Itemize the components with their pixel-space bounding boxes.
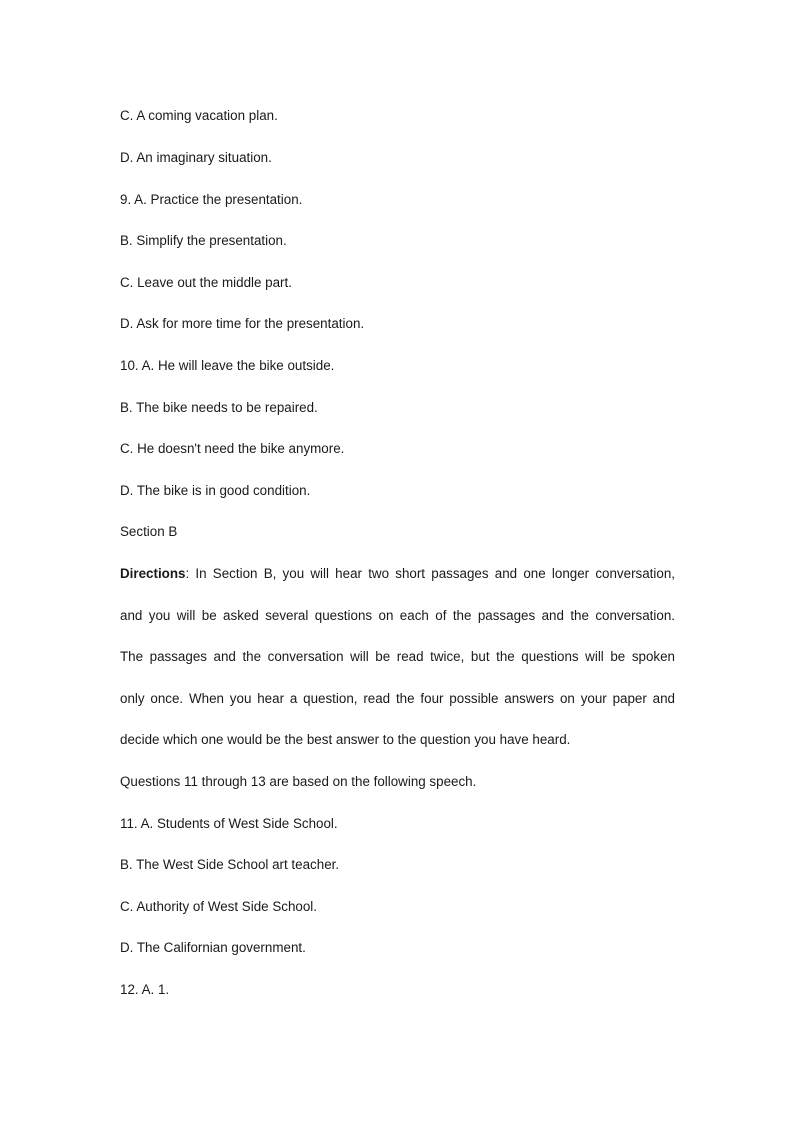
question-10-option-b: B. The bike needs to be repaired. bbox=[120, 400, 318, 415]
directions-label: Directions bbox=[120, 566, 186, 581]
question-10-option-a: 10. A. He will leave the bike outside. bbox=[120, 358, 335, 373]
section-title: Section B bbox=[120, 524, 178, 539]
directions-line-2: and you will be asked several questions on each of the passages and the conversation. bbox=[120, 608, 675, 623]
question-11-option-d: D. The Californian government. bbox=[120, 940, 306, 955]
directions-line-1 bbox=[120, 566, 675, 582]
question-11-option-a: 11. A. Students of West Side School. bbox=[120, 816, 338, 831]
question-8-option-d: D. An imaginary situation. bbox=[120, 150, 272, 165]
directions-line-4: only once. When you hear a question, read the four possible answers on your paper and bbox=[120, 691, 675, 706]
directions-line-5: decide which one would be the best answer to the question you have heard. bbox=[120, 732, 571, 747]
directions-text-1: : In Section B, you will hear two short passages and one longer conversation, bbox=[185, 566, 675, 581]
questions-intro: Questions 11 through 13 are based on the following speech. bbox=[120, 774, 477, 789]
question-12-option-a: 12. A. 1. bbox=[120, 982, 170, 997]
question-9-option-d: D. Ask for more time for the presentation. bbox=[120, 316, 365, 331]
question-9-option-a: 9. A. Practice the presentation. bbox=[120, 192, 303, 207]
question-8-option-c: C. A coming vacation plan. bbox=[120, 108, 278, 123]
question-11-option-c: C. Authority of West Side School. bbox=[120, 899, 317, 914]
question-10-option-c: C. He doesn't need the bike anymore. bbox=[120, 441, 345, 456]
directions-line-3: The passages and the conversation will be read twice, but the questions will be spoken bbox=[120, 649, 675, 664]
question-9-option-c: C. Leave out the middle part. bbox=[120, 275, 292, 290]
question-10-option-d: D. The bike is in good condition. bbox=[120, 483, 311, 498]
question-11-option-b: B. The West Side School art teacher. bbox=[120, 857, 340, 872]
question-9-option-b: B. Simplify the presentation. bbox=[120, 233, 287, 248]
